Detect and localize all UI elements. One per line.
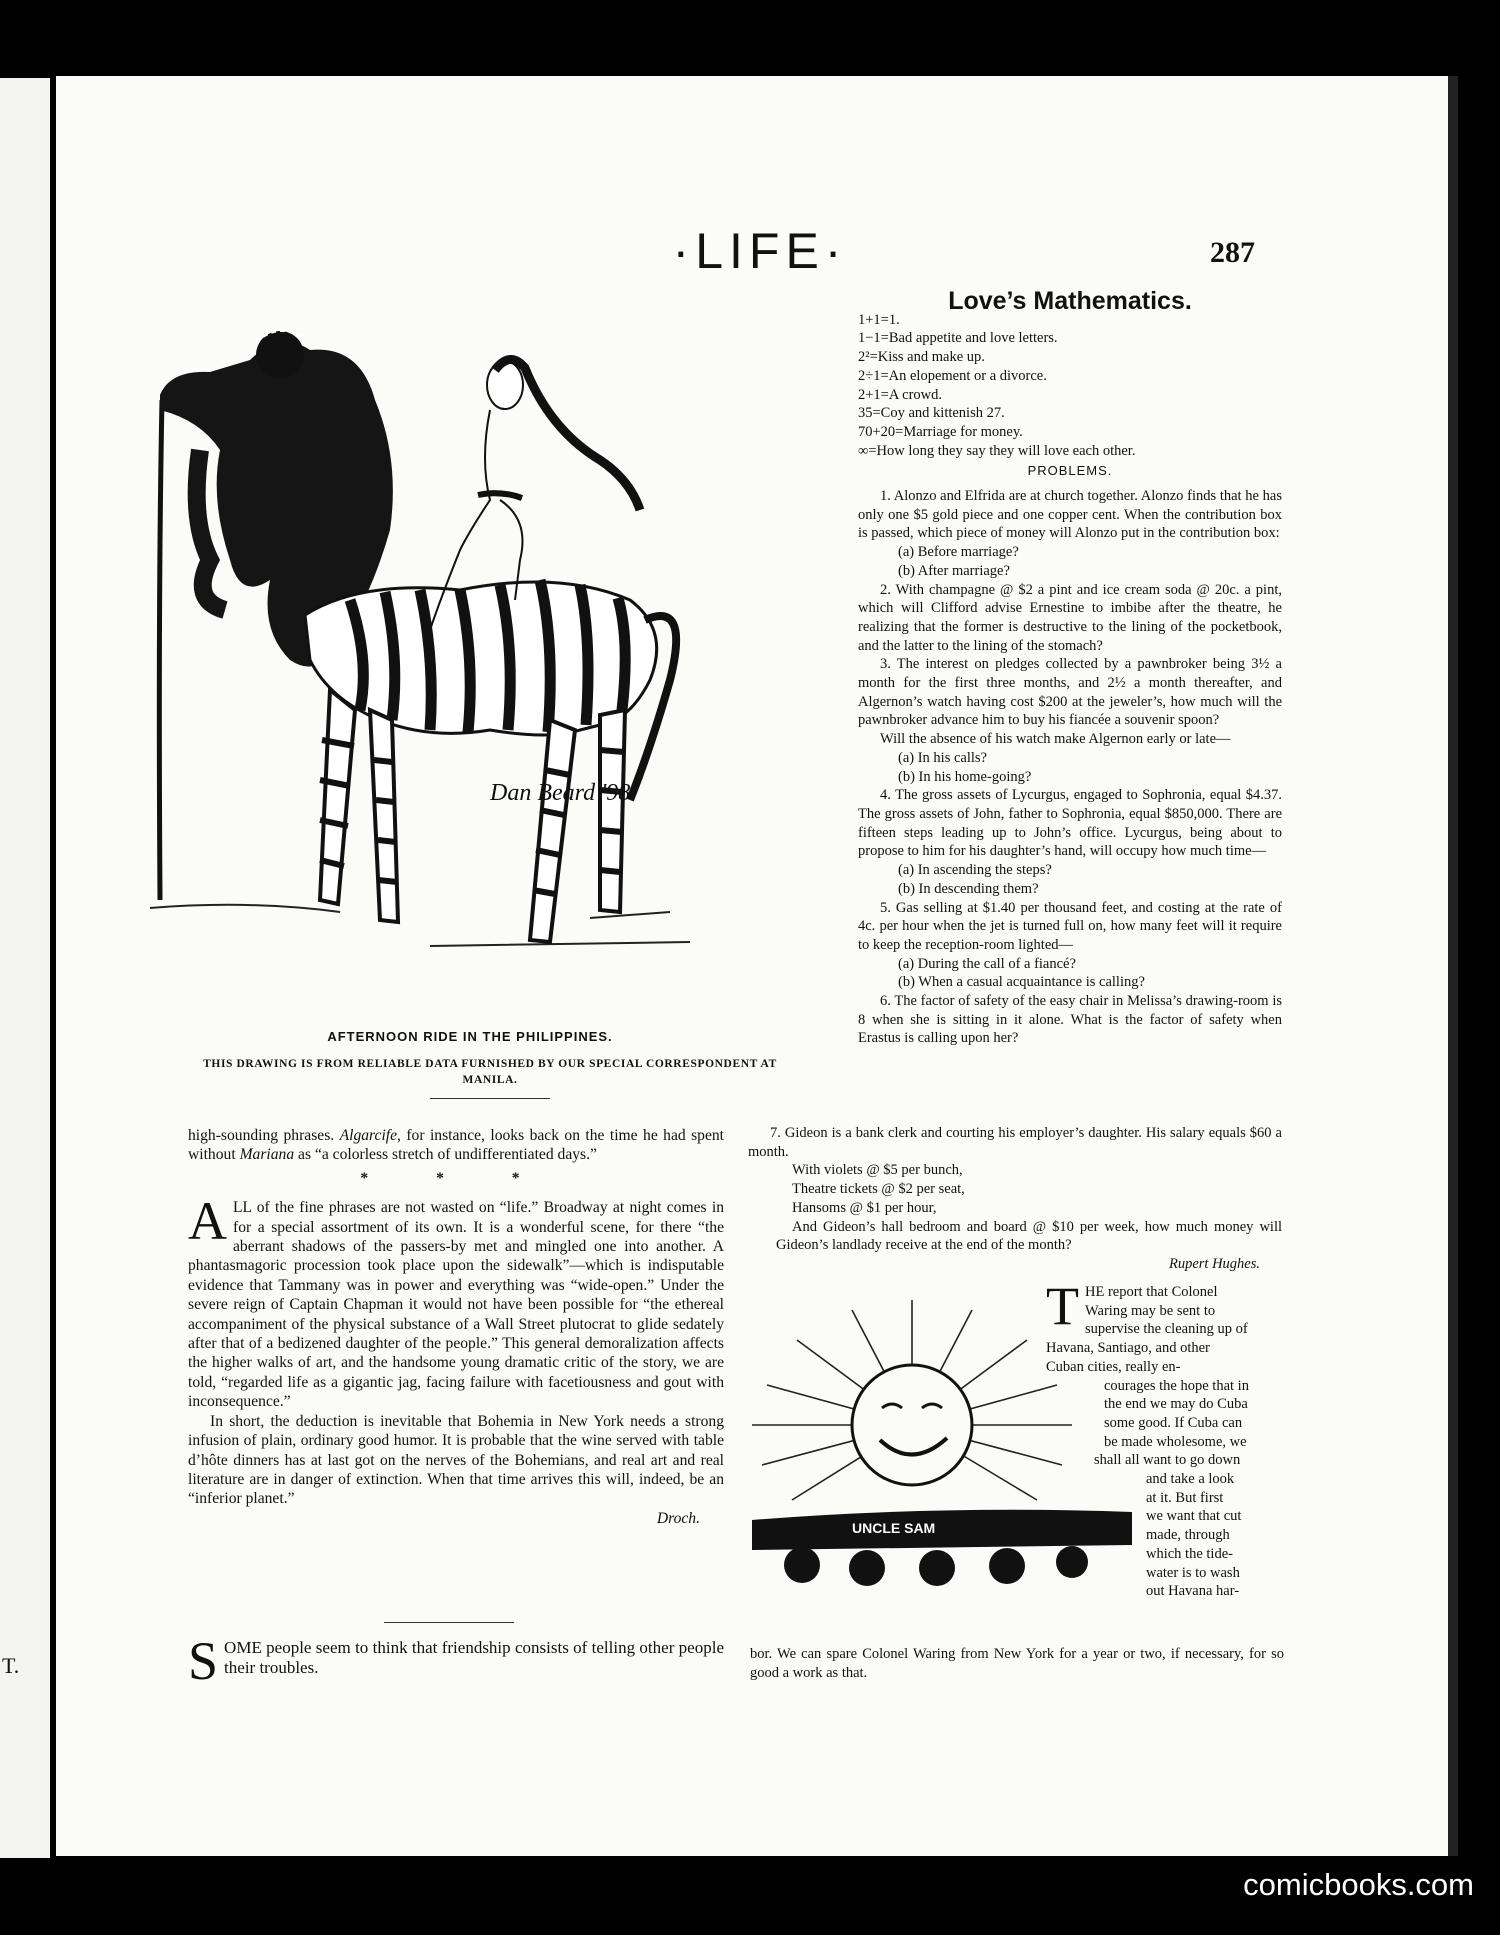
paragraph-broadway: ALL of the fine phrases are not wasted on “life.” Broadway at night comes in for a special assortment of its own. It is a wonderful scene, for there “the aberrant shadows of the passers-by met and mingled one into another. A phantasmagoric procession took place upon the sidewalk”—which is indisputable evidence that Tammany was in power and everything was “wide-open.” Under the severe reign of Captain Chapman it would not have been possible for “the ethereal accompaniment of the physical substance of a Wall Street plutocrat to glide sedately after that of a bedizened daughter of the people.” This general demoralization affects the higher walks of art, and the handsome young dramatic critic of the story, we are told, “regarded life as a gigantic jag, facing failure with facetiousness and gout with inconsequence.”: [188, 1191, 724, 1411]
waring-line: Havana, Santiago, and other: [1046, 1340, 1210, 1357]
problem-option: (a) In ascending the steps?: [898, 862, 1052, 879]
illustration-signature: Dan Beard '98: [490, 780, 631, 806]
equation: 70+20=Marriage for money.: [858, 423, 1023, 440]
equation: 35=Coy and kittenish 27.: [858, 405, 1005, 422]
illustration-subcaption: THIS DRAWING IS FROM RELIABLE DATA FURNISHED BY OUR SPECIAL CORRESPONDENT AT MANILA.: [203, 1058, 777, 1086]
waring-paragraph: [1046, 1276, 1282, 1601]
waring-line: courages the hope that in: [1104, 1377, 1249, 1394]
equation: 1−1=Bad appetite and love letters.: [858, 330, 1058, 347]
waring-line: water is to wash: [1146, 1564, 1240, 1581]
problem-option: (b) In descending them?: [898, 880, 1039, 897]
waring-line: some good. If Cuba can: [1104, 1414, 1243, 1431]
problem-option: (b) After marriage?: [898, 562, 1010, 579]
equation-list: [858, 311, 1282, 461]
paragraph-algarcife: high-sounding phrases. Algarcife, for instance, looks back on the time he had spent without Mariana as “a colorless stretch of undifferentiated days.”: [188, 1127, 724, 1164]
equation: ∞=How long they say they will love each other.: [858, 442, 1136, 459]
caption-divider: [430, 1098, 550, 1099]
previous-page-fragment: T.: [2, 1653, 20, 1678]
page-edge-right: [1448, 76, 1458, 1856]
waring-line: HE report that Colonel: [1085, 1284, 1218, 1300]
left-column: [188, 1126, 724, 1528]
waring-line: the end we may do Cuba: [1104, 1396, 1248, 1413]
waring-line: Cuban cities, really en-: [1046, 1358, 1181, 1375]
previous-page-edge: [0, 78, 50, 1858]
waring-line: shall all want to go down: [1094, 1452, 1241, 1469]
signature-rupert-hughes: Rupert Hughes.: [1168, 1255, 1260, 1272]
masthead-title: ·LIFE·: [672, 223, 848, 279]
problem-7: 7. Gideon is a bank clerk and courting his employer’s daughter. His salary equals $60 a month.: [748, 1125, 1282, 1160]
waring-line: out Havana har-: [1146, 1583, 1240, 1600]
waring-line: and take a look: [1146, 1471, 1235, 1488]
article-title: Love’s Mathematics.: [948, 287, 1192, 315]
section-stars: * * *: [360, 1169, 552, 1187]
sun-banner: UNCLE SAM: [852, 1520, 936, 1536]
signature-droch: Droch.: [656, 1509, 700, 1527]
problem-5: 5. Gas selling at $1.40 per thousand feet, and costing at the rate of 4c. per hour when the jet is turned full on, how many feet will it require to keep the reception-room lighted—: [858, 899, 1282, 953]
waring-line: Waring may be sent to: [1085, 1302, 1216, 1319]
problem-3: 3. The interest on pledges collected by a pawnbroker being 3½ a month for the first three months, and 2½ a month thereafter, and Algernon’s watch having cost $200 at the jeweler’s, how much will the pawnbroker advance him to buy his fiancée a souvenir spoon?: [858, 656, 1282, 729]
waring-line: which the tide-: [1146, 1545, 1233, 1562]
problem-option: (a) In his calls?: [898, 749, 987, 766]
zebra-ride-illustration: [130, 300, 770, 1010]
page-number: 287: [1210, 236, 1255, 269]
problem-2: 2. With champagne @ $2 a pint and ice cream soda @ 20c. a pint, which will Clifford advise Ernestine to imbibe after the theatre, he realizing that the former is destructive to the lining of the pocketbook, and the latter to the lining of the stomach?: [858, 581, 1282, 654]
problem-7-line: Hansoms @ $1 per hour,: [792, 1199, 937, 1216]
problem-7-tail: And Gideon’s hall bedroom and board @ $10 per week, how much money will Gideon’s landlady receive at the end of the month?: [776, 1218, 1282, 1254]
problems-heading: PROBLEMS.: [1027, 463, 1113, 479]
problem-1: 1. Alonzo and Elfrida are at church together. Alonzo finds that he has only one $5 gold piece and one copper cent. When the contribution box is passed, which piece of money will Alonzo put in the contribution box:: [858, 488, 1282, 542]
paragraph-friendship: SOME people seem to think that friendship consists of telling other people their troubles.: [188, 1631, 724, 1691]
illustration-caption: AFTERNOON RIDE IN THE PHILIPPINES.: [327, 1029, 613, 1044]
problem-7-line: Theatre tickets @ $2 per seat,: [792, 1181, 965, 1198]
waring-line: be made wholesome, we: [1104, 1433, 1247, 1450]
problem-7-line: With violets @ $5 per bunch,: [792, 1162, 963, 1179]
waring-line: at it. But first: [1146, 1489, 1224, 1506]
problem-option: (b) When a casual acquaintance is calling?: [898, 974, 1145, 991]
problem-7-block: [748, 1124, 1282, 1274]
left-divider: [384, 1622, 514, 1623]
equation: 1+1=1.: [858, 311, 900, 328]
problem-option: (a) During the call of a fiancé?: [898, 955, 1076, 972]
waring-line: supervise the cleaning up of: [1085, 1321, 1248, 1338]
waring-paragraph-tail: bor. We can spare Colonel Waring from New York for a year or two, if necessary, for so good a work as that.: [750, 1646, 1284, 1681]
problem-4: 4. The gross assets of Lycurgus, engaged to Sophronia, equal $4.37. The gross assets of John, father to Sophronia, equal $850,000. There are fifteen steps leading up to John’s office. Lycurgus, being about to propose to him for his daughter’s hand, will occupy how much time—: [858, 787, 1282, 860]
equation: 2²=Kiss and make up.: [858, 349, 985, 366]
watermark-text: comicbooks.com: [1243, 1867, 1474, 1902]
equation: 2+1=A crowd.: [858, 386, 943, 403]
paragraph-bohemia: In short, the deduction is inevitable that Bohemia in New York needs a strong infusion of plain, ordinary good humor. It is probable that the wine served with table d’hôte dinners has at last got on the nerves of the Bohemians, and real art and real literature are in danger of extinction. When that time arrives this will, indeed, be an “inferior planet.”: [188, 1412, 724, 1508]
drop-cap-s: S: [188, 1631, 219, 1691]
loves-mathematics-article: [858, 287, 1282, 1048]
problem-6: 6. The factor of safety of the easy chair in Melissa’s drawing-room is 8 when she is sitting in it alone. What is the factor of safety when Erastus is calling upon her?: [858, 993, 1282, 1047]
problem-3-extra: Will the absence of his watch make Algernon early or late—: [880, 731, 1231, 748]
waring-line: we want that cut: [1146, 1508, 1242, 1525]
problem-option: (a) Before marriage?: [898, 544, 1019, 561]
drop-cap-a: A: [188, 1191, 227, 1252]
equation: 2÷1=An elopement or a divorce.: [858, 367, 1047, 384]
drop-cap-t: T: [1046, 1276, 1079, 1336]
problem-option: (b) In his home-going?: [898, 768, 1032, 785]
waring-line: made, through: [1146, 1527, 1230, 1544]
